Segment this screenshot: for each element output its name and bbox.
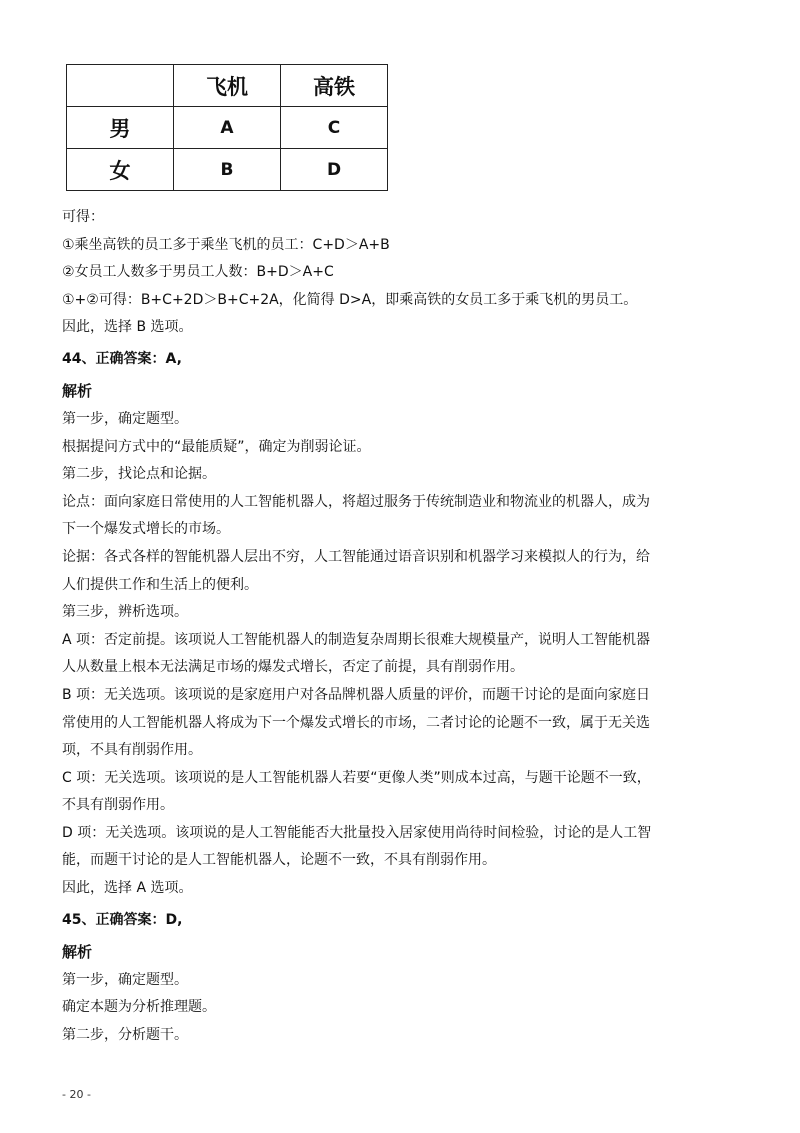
text-line: 第一步，确定题型。 (62, 971, 188, 988)
table-corner-cell (67, 65, 174, 107)
text-line: 项，不具有削弱作用。 (62, 742, 202, 759)
table-row (67, 149, 388, 191)
text-line: ②女员工人数多于男员工人数：B+D＞A+C (62, 264, 334, 281)
text-line: 第三步，辨析选项。 (62, 604, 188, 621)
table-header-row (67, 65, 388, 107)
table-cell: A (174, 107, 281, 149)
text-line: B 项：无关选项。该项说的是家庭用户对各品牌机器人质量的评价，而题干讨论的是面向家庭日 (62, 686, 651, 703)
analysis-heading: 解析 (62, 381, 93, 400)
text-line: 人从数量上根本无法满足市场的爆发式增长，否定了前提，具有削弱作用。 (62, 659, 524, 676)
text-line: 下一个爆发式增长的市场。 (62, 521, 230, 538)
answer-heading: 44、正确答案：A, (62, 350, 182, 367)
text-line: 根据提问方式中的“最能质疑”，确定为削弱论证。 (62, 438, 371, 455)
text-line: 因此，选择 A 选项。 (62, 880, 193, 897)
text-line: 第一步，确定题型。 (62, 410, 188, 427)
text-line: 论据：各式各样的智能机器人层出不穷，人工智能通过语音识别和机器学习来模拟人的行为，给 (62, 548, 650, 565)
text-line: D 项：无关选项。该项说的是人工智能能否大批量投入居家使用尚待时间检验，讨论的是人工智 (62, 824, 652, 841)
text-line: 因此，选择 B 选项。 (62, 319, 193, 336)
text-line: 人们提供工作和生活上的便利。 (62, 576, 258, 593)
row-header-male: 男 (67, 107, 174, 149)
analysis-heading: 解析 (62, 942, 93, 961)
answer-explanation-body (62, 204, 742, 1049)
table-cell: D (281, 149, 388, 191)
text-line: 第二步，分析题干。 (62, 1026, 188, 1043)
text-line: 能，而题干讨论的是人工智能机器人，论题不一致，不具有削弱作用。 (62, 852, 496, 869)
text-line: ①乘坐高铁的员工多于乘坐飞机的员工：C+D＞A+B (62, 236, 390, 253)
text-line: 常使用的人工智能机器人将成为下一个爆发式增长的市场，二者讨论的论题不一致，属于无关选 (62, 714, 650, 731)
page-number: - 20 - (62, 1088, 91, 1101)
column-header-plane: 飞机 (174, 65, 281, 107)
table-row (67, 107, 388, 149)
text-line: C 项：无关选项。该项说的是人工智能机器人若要“更像人类”则成本过高，与题干论题不一致， (62, 769, 651, 786)
column-header-train: 高铁 (281, 65, 388, 107)
text-line: 可得： (62, 209, 104, 225)
text-line: 第二步，找论点和论据。 (62, 466, 216, 483)
table-cell: C (281, 107, 388, 149)
text-line: 不具有削弱作用。 (62, 797, 174, 814)
text-line: 论点：面向家庭日常使用的人工智能机器人，将超过服务于传统制造业和物流业的机器人，成为 (62, 493, 650, 510)
table-cell: B (174, 149, 281, 191)
text-line: ①+②可得：B+C+2D＞B+C+2A，化简得 D>A，即乘高铁的女员工多于乘飞机的男员工。 (62, 291, 638, 308)
answer-heading: 45、正确答案：D, (62, 911, 183, 928)
text-line: 确定本题为分析推理题。 (62, 999, 216, 1016)
text-line: A 项：否定前提。该项说人工智能机器人的制造复杂周期长很难大规模量产，说明人工智能机器 (62, 631, 651, 648)
row-header-female: 女 (67, 149, 174, 191)
gender-transport-table (66, 64, 388, 191)
